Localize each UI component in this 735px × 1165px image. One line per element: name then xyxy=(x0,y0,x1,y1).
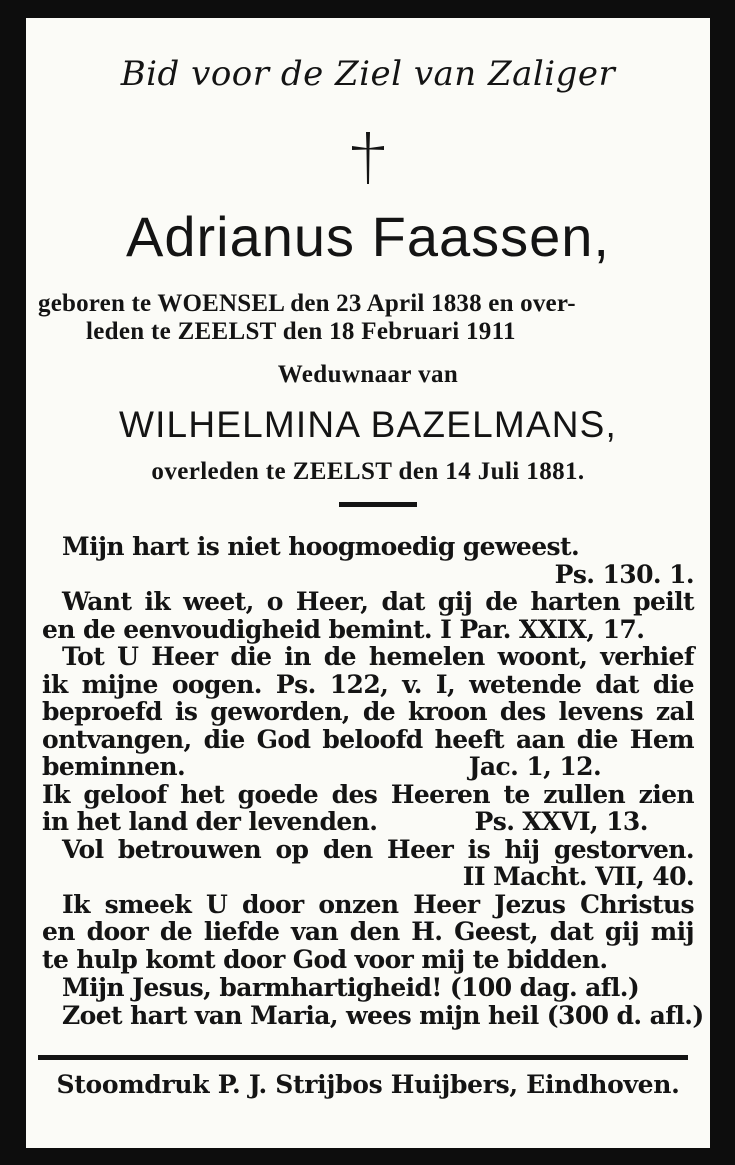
indulgence-block xyxy=(62,973,704,1030)
verse-line: beminnen. Jac. 1, 12. xyxy=(42,752,602,781)
verse-line: Ik smeek U door onzen Heer Jezus Christus xyxy=(62,889,694,919)
verse-line: Ps. 130. 1. xyxy=(554,559,694,589)
verse-line: ontvangen, die God beloofd heeft aan die Hem xyxy=(42,724,694,754)
verse-line: beproefd is geworden, de kroon des levens zal xyxy=(42,697,694,726)
deceased-name: Adrianus Faassen, xyxy=(126,205,610,268)
verses-block xyxy=(42,533,694,973)
memorial-card xyxy=(26,18,710,1148)
verse-line: en door de liefde van den H. Geest, dat gij mij xyxy=(42,917,694,946)
indulgence-prayer-1: Mijn Jesus, barmhartigheid! (100 dag. afl.) xyxy=(62,973,640,1002)
printer-credit: Stoomdruk P. J. Strijbos Huijbers, Eindhoven. xyxy=(56,1070,680,1099)
verse-line: en de eenvoudigheid bemint. I Par. XXIX, 17. xyxy=(42,614,645,644)
verse-line: II Macht. VII, 40. xyxy=(462,862,694,891)
verse-line: Vol betrouwen op den Heer is hij gestorven. xyxy=(62,834,694,864)
birth-death-line-2: leden te ZEELST den 18 Februari 1911 xyxy=(86,318,516,345)
widower-of-label: Weduwnaar van xyxy=(277,361,459,388)
card-header: Bid voor de Ziel van Zaliger xyxy=(120,54,616,94)
spouse-death-line: overleden te ZEELST den 14 Juli 1881. xyxy=(151,458,585,485)
latin-cross-icon xyxy=(348,130,388,186)
verse-line: Mijn hart is niet hoogmoedig geweest. xyxy=(62,532,580,561)
birth-death-line-1: geboren te WOENSEL den 23 April 1838 en over- xyxy=(38,290,576,317)
spouse-name: WILHELMINA BAZELMANS, xyxy=(118,404,618,445)
indulgence-prayer-2: Zoet hart van Maria, wees mijn heil (300 d. afl.) xyxy=(62,1001,704,1030)
verse-line: ik mijne oogen. Ps. 122, v. I, wetende dat die xyxy=(42,669,694,699)
verse-line: te hulp komt door God voor mij te bidden. xyxy=(42,944,608,974)
verse-line: Want ik weet, o Heer, dat gij de harten peilt xyxy=(62,587,694,616)
short-divider xyxy=(339,502,417,507)
verse-line: in het land der levenden. Ps. XXVI, 13. xyxy=(42,807,648,836)
long-divider xyxy=(38,1055,688,1060)
verse-line: Ik geloof het goede des Heeren te zullen zien xyxy=(42,779,694,809)
verse-line: Tot U Heer die in de hemelen woont, verhief xyxy=(62,642,694,671)
